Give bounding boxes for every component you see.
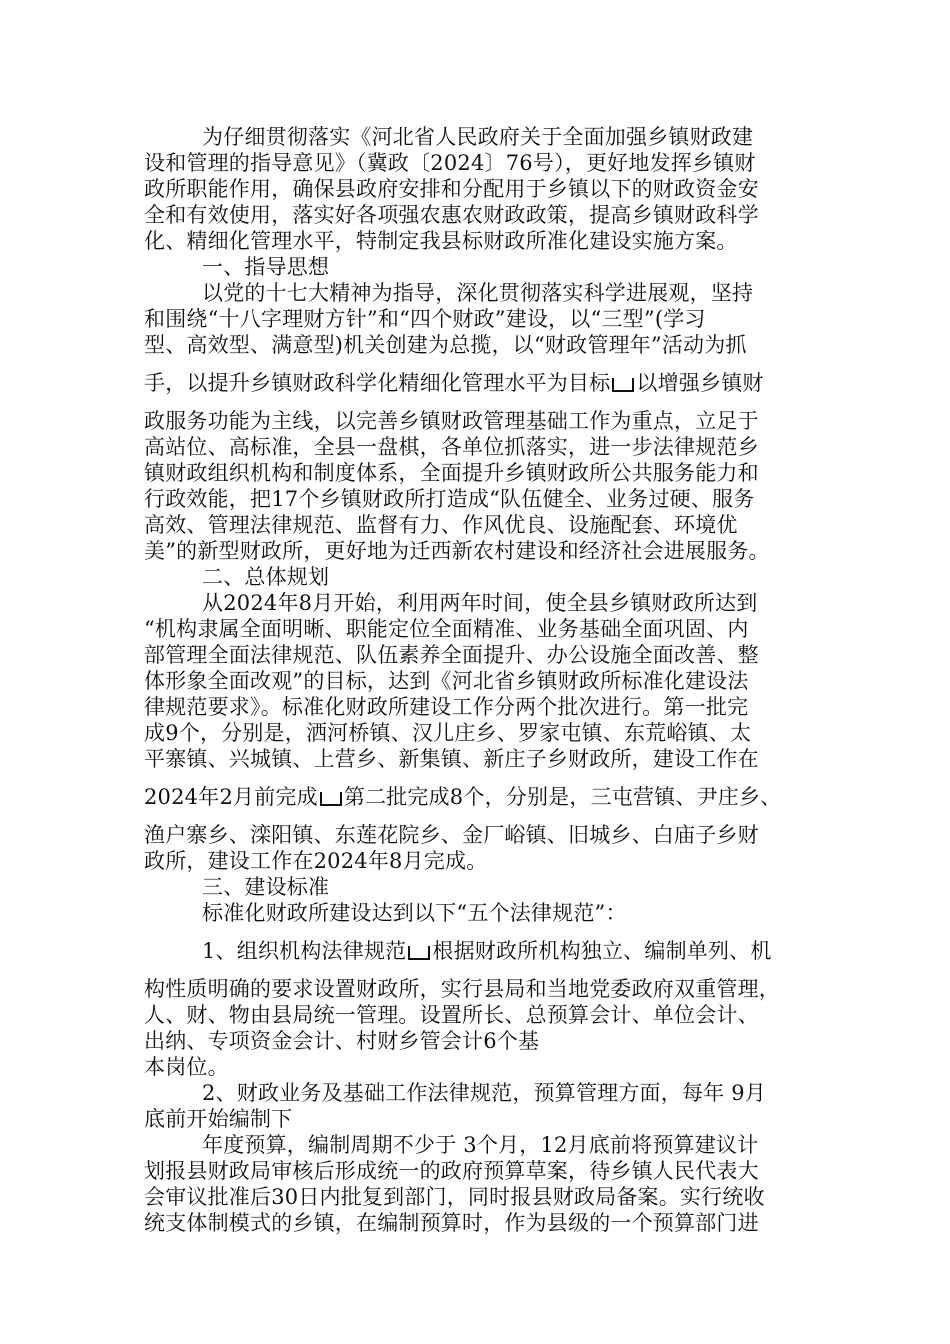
paragraph-line: 律规范要求》。标准化财政所建设工作分两个批次进行。第一批完	[144, 695, 749, 719]
section-heading: 三、建设标准	[202, 875, 330, 899]
paragraph-line: 底前开始编制下	[144, 1107, 293, 1131]
paragraph-line: 标准化财政所建设达到以下“五个法律规范”：	[202, 901, 627, 925]
paragraph-line: 年度预算，编制周期不少于 3个月，12月底前将预算建议计	[202, 1133, 759, 1157]
paragraph-line: 构性质明确的要求设置财政所，实行县局和当地党委政府双重管理，	[144, 977, 780, 1001]
line-text: 1、组织机构法律规范	[202, 939, 407, 963]
paragraph-line	[144, 370, 764, 396]
paragraph-line	[202, 938, 772, 964]
paragraph-line: 高站位、高标准，全县一盘棋，各单位抓落实，进一步法律规范乡	[144, 435, 759, 459]
line-text: 以增强乡镇财	[636, 371, 764, 395]
paragraph-line: 设和管理的指导意见》（冀政〔2024〕76号），更好地发挥乡镇财	[144, 151, 756, 175]
paragraph-line: 成9个，分别是，洒河桥镇、汉儿庄乡、罗家屯镇、东荒峪镇、太	[144, 721, 752, 745]
paragraph-line: 渔户寨乡、滦阳镇、东莲花院乡、金厂峪镇、旧城乡、白庙子乡财	[144, 823, 759, 847]
paragraph-line: 统支体制模式的乡镇，在编制预算时，作为县级的一个预算部门进	[144, 1211, 759, 1235]
line-text: 2024年2月前完成	[144, 785, 318, 809]
line-text: 根据财政所机构独立、编制单列、机	[432, 939, 772, 963]
paragraph-line: 划报县财政局审核后形成统一的政府预算草案，待乡镇人民代表大	[144, 1159, 759, 1183]
paragraph-line: 以党的十七大精神为指导，深化贯彻落实科学进展观，坚持	[202, 281, 754, 305]
paragraph-line: 型、高效型、满意型)机关创建为总揽，以“财政管理年”活动为抓	[144, 333, 747, 357]
paragraph-line: 2、财政业务及基础工作法律规范，预算管理方面，每年 9月	[202, 1081, 766, 1105]
section-heading: 一、指导思想	[202, 255, 330, 279]
corruption-mark-icon	[408, 946, 430, 960]
paragraph-line: “机构隶属全面明晰、职能定位全面精准、业务基础全面巩固、内	[144, 617, 749, 641]
paragraph-line: 全和有效使用，落实好各项强农惠农财政政策，提高乡镇财政科学	[144, 203, 759, 227]
paragraph-line: 化、精细化管理水平，特制定我县标财政所准化建设实施方案。	[144, 229, 738, 253]
paragraph-line: 政服务功能为主线，以完善乡镇财政管理基础工作为重点，立足于	[144, 409, 759, 433]
paragraph-line: 为仔细贯彻落实《河北省人民政府关于全面加强乡镇财政建	[202, 125, 754, 149]
paragraph-line: 镇财政组织机构和制度体系，全面提升乡镇财政所公共服务能力和	[144, 461, 759, 485]
paragraph-line: 体形象全面改观”的目标，达到《河北省乡镇财政所标准化建设法	[144, 669, 749, 693]
paragraph-line: 本岗位。	[144, 1055, 229, 1079]
paragraph-line: 出纳、专项资金会计、村财乡管会计6个基	[144, 1029, 540, 1053]
paragraph-line: 平寨镇、兴城镇、上营乡、新集镇、新庄子乡财政所，建设工作在	[144, 747, 759, 771]
paragraph-line	[144, 784, 781, 810]
paragraph-line: 会审议批准后30日内批复到部门，同时报县财政局备案。实行统收	[144, 1185, 765, 1209]
line-text: 第二批完成8个，分别是，三屯营镇、尹庄乡、	[343, 785, 782, 809]
paragraph-line: 行政效能，把17个乡镇财政所打造成“队伍健全、业务过硬、服务	[144, 487, 755, 511]
corruption-mark-icon	[612, 378, 634, 392]
paragraph-line: 政所，建设工作在2024年8月完成。	[144, 849, 488, 873]
paragraph-line: 从2024年8月开始，利用两年时间，使全县乡镇财政所达到	[202, 591, 758, 615]
paragraph-line: 美”的新型财政所，更好地为迁西新农村建设和经济社会进展服务。	[144, 539, 770, 563]
paragraph-line: 部管理全面法律规范、队伍素养全面提升、办公设施全面改善、整	[144, 643, 759, 667]
line-text: 手，以提升乡镇财政科学化精细化管理水平为目标	[144, 371, 611, 395]
section-heading: 二、总体规划	[202, 565, 330, 589]
paragraph-line: 政所职能作用，确保县政府安排和分配用于乡镇以下的财政资金安	[144, 177, 759, 201]
paragraph-line: 人、财、物由县局统一管理。设置所长、总预算会计、单位会计、	[144, 1003, 759, 1027]
corruption-mark-icon	[320, 792, 342, 806]
paragraph-line: 高效、管理法律规范、监督有力、作风优良、设施配套、环境优	[144, 513, 738, 537]
paragraph-line: 和围绕“十八字理财方针”和“四个财政”建设，以“三型”(学习	[144, 307, 706, 331]
